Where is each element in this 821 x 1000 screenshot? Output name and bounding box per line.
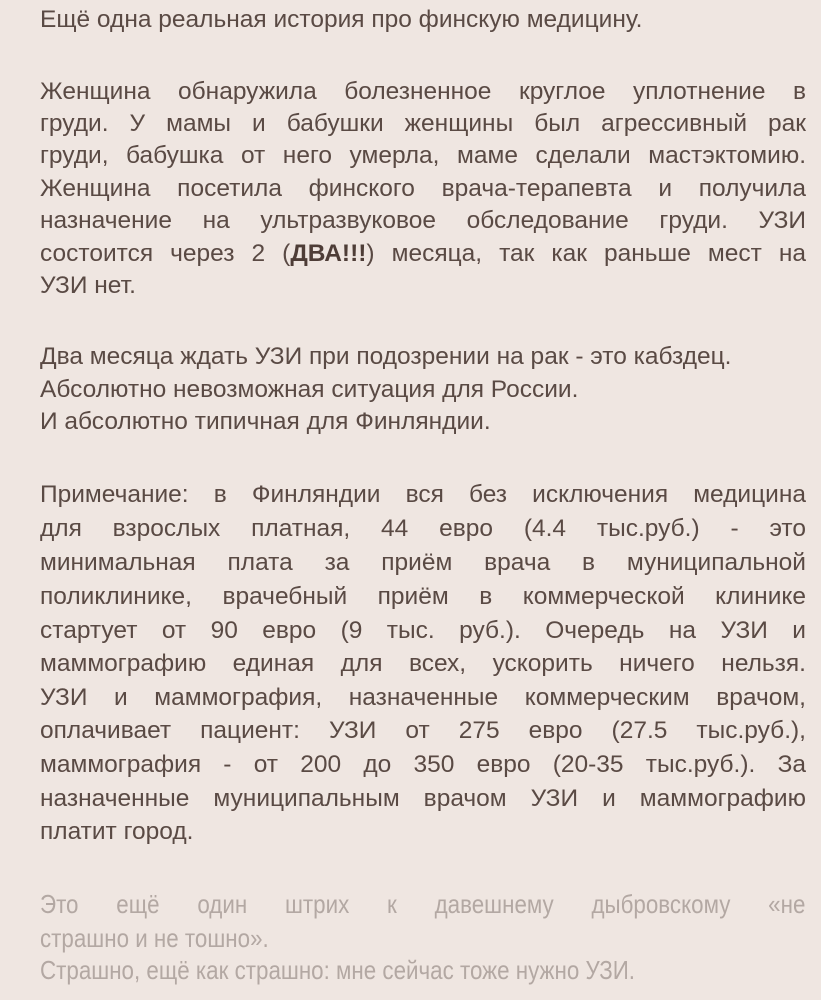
text-line: оплачивает пациент: УЗИ от 275 евро (27.5 тыс.руб.), — [40, 717, 806, 744]
text-line: Женщина посетила финского врача-терапевта и получила — [40, 175, 806, 202]
text-line: УЗИ и маммография, назначенные коммерческим врачом, — [40, 684, 806, 711]
text-line: назначенные муниципальным врачом УЗИ и маммографию — [40, 785, 806, 812]
text-line: груди. У мамы и бабушки женщины был агрессивный рак — [40, 110, 806, 137]
text: ) месяца, так как раньше мест на — [366, 240, 806, 267]
text-line: Абсолютно невозможная ситуация для России. — [40, 376, 579, 403]
title-line: Ещё одна реальная история про финскую медицину. — [40, 6, 643, 33]
text-line: для взрослых платная, 44 евро (4.4 тыс.руб.) - это — [40, 515, 806, 542]
bold-emphasis: ДВА!!! — [290, 240, 367, 267]
text-line: Женщина обнаружила болезненное круглое уплотнение в — [40, 78, 806, 105]
text-line: платит город. — [40, 818, 194, 845]
text-line: УЗИ нет. — [40, 272, 136, 299]
text-line: Примечание: в Финляндии вся без исключения медицина — [40, 481, 806, 508]
text-line: минимальная плата за приём врача в муниципальной — [40, 549, 806, 576]
text-line: маммография - от 200 до 350 евро (20-35 тыс.руб.). За — [40, 751, 806, 778]
text-line: Два месяца ждать УЗИ при подозрении на рак - это кабздец. — [40, 343, 732, 370]
text-line: стартует от 90 евро (9 тыс. руб.). Очередь на УЗИ и — [40, 617, 806, 644]
text-line: Это ещё один штрих к давешнему дыбровскому «не — [40, 889, 806, 919]
text-line: Страшно, ещё как страшно: мне сейчас тоже нужно УЗИ. — [40, 955, 635, 985]
text-line: маммографию единая для всех, ускорить ничего нельзя. — [40, 650, 806, 677]
text-line-with-bold — [40, 239, 806, 269]
text-line: поликлинике, врачебный приём в коммерческой клинике — [40, 583, 806, 610]
text-line: страшно и не тошно». — [40, 923, 269, 953]
text: состоится через 2 ( — [40, 240, 291, 267]
text-line: груди, бабушка от него умерла, маме сделали мастэктомию. — [40, 142, 806, 169]
text-line: И абсолютно типичная для Финляндии. — [40, 408, 491, 435]
text-line: назначение на ультразвуковое обследование груди. УЗИ — [40, 207, 806, 234]
